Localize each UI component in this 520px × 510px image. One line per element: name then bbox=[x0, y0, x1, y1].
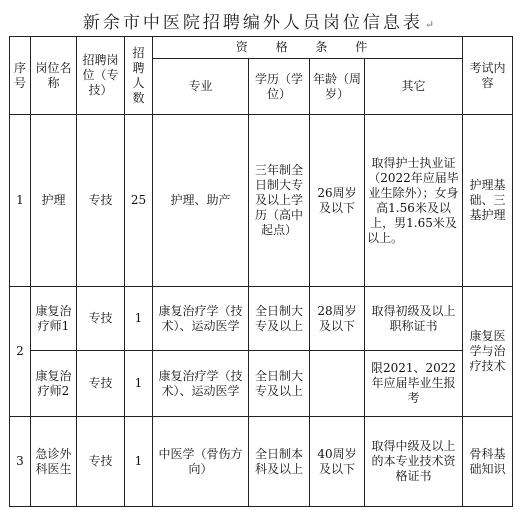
row-education: 全日制本科及以上 bbox=[249, 417, 310, 507]
header-count: 招聘人数 bbox=[125, 37, 153, 115]
row-type: 专技 bbox=[77, 417, 125, 507]
row-count: 1 bbox=[125, 417, 153, 507]
row-other: 取得中级及以上的本专业技术资格证书 bbox=[365, 417, 463, 507]
row-type: 专技 bbox=[77, 351, 125, 417]
row-major: 康复治疗学（技术）、运动医学 bbox=[153, 287, 249, 351]
row-major: 护理、助产 bbox=[153, 115, 249, 287]
header-seq: 序号 bbox=[10, 37, 31, 115]
row-seq: 3 bbox=[10, 417, 31, 507]
row-type: 专技 bbox=[77, 115, 125, 287]
table-row bbox=[10, 417, 513, 507]
header-other: 其它 bbox=[365, 59, 463, 115]
row-other: 取得初级及以上职称证书 bbox=[365, 287, 463, 351]
row-other: 限2021、2022年应届毕业生报考 bbox=[365, 351, 463, 417]
header-age: 年龄（周岁） bbox=[310, 59, 365, 115]
row-major: 康复治疗学（技术）、运动医学 bbox=[153, 351, 249, 417]
header-education: 学历（学位） bbox=[249, 59, 310, 115]
header-exam: 考试内容 bbox=[463, 37, 513, 115]
row-age: 28周岁及以下 bbox=[310, 287, 365, 351]
table-row bbox=[10, 115, 513, 287]
row-age: 26周岁及以下 bbox=[310, 115, 365, 287]
row-post: 急诊外科医生 bbox=[31, 417, 77, 507]
header-row-1 bbox=[10, 37, 513, 59]
row-education: 全日制大专及以上 bbox=[249, 351, 310, 417]
header-major: 专业 bbox=[153, 59, 249, 115]
row-type: 专技 bbox=[77, 287, 125, 351]
header-post-name: 岗位名称 bbox=[31, 37, 77, 115]
row-major: 中医学（骨伤方向） bbox=[153, 417, 249, 507]
row-post: 康复治疗师2 bbox=[31, 351, 77, 417]
row-exam: 康复医学与治疗技术 bbox=[463, 287, 513, 417]
header-qualifications: 资 格 条 件 bbox=[153, 37, 463, 59]
table-row bbox=[10, 351, 513, 417]
row-other: 取得护士执业证（2022年应届毕业生除外）；女身高1.56米及以上，男1.65米及以上。 bbox=[365, 115, 463, 287]
row-education: 三年制全日制大专及以上学历（高中起点） bbox=[249, 115, 310, 287]
page-title: 新余市中医院招聘编外人员岗位信息表 ↵ bbox=[0, 8, 520, 33]
row-exam: 护理基础、三基护理 bbox=[463, 115, 513, 287]
row-count: 1 bbox=[125, 287, 153, 351]
positions-table bbox=[9, 36, 513, 507]
row-count: 1 bbox=[125, 351, 153, 417]
row-seq: 2 bbox=[10, 287, 31, 417]
row-exam: 骨科基础知识 bbox=[463, 417, 513, 507]
header-post-type: 招聘岗位（专技） bbox=[77, 37, 125, 115]
row-age: 40周岁及以下 bbox=[310, 417, 365, 507]
row-age bbox=[310, 351, 365, 417]
row-education: 全日制大专及以上 bbox=[249, 287, 310, 351]
row-post: 康复治疗师1 bbox=[31, 287, 77, 351]
row-count: 25 bbox=[125, 115, 153, 287]
row-seq: 1 bbox=[10, 115, 31, 287]
row-post: 护理 bbox=[31, 115, 77, 287]
table-row bbox=[10, 287, 513, 351]
